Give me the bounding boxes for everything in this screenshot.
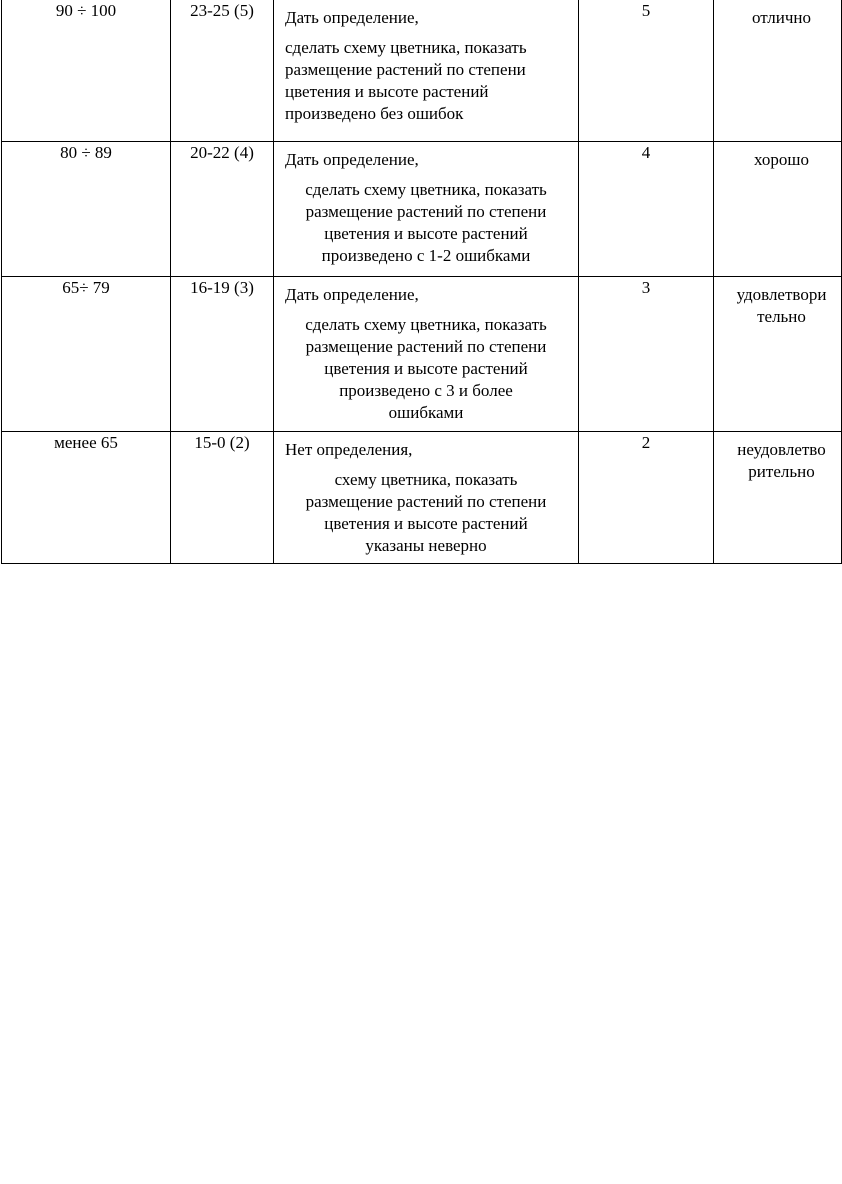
percent-cell: менее 65: [2, 431, 171, 563]
criteria-cell: [274, 431, 579, 563]
percent-cell: 90 ÷ 100: [2, 0, 171, 141]
mark-cell: 2: [579, 431, 714, 563]
verdict-cell: [714, 141, 842, 276]
criteria-cell: [274, 276, 579, 431]
mark-cell: 3: [579, 276, 714, 431]
points-cell: 23-25 (5): [171, 0, 274, 141]
criteria-heading: Дать определение,: [285, 149, 419, 169]
criteria-heading: Дать определение,: [285, 8, 419, 27]
percent-cell: 65÷ 79: [2, 276, 171, 431]
verdict-cell: [714, 276, 842, 431]
mark-cell: 4: [579, 141, 714, 276]
verdict-cell: [714, 431, 842, 563]
criteria-cell: [274, 141, 579, 276]
table-row: [2, 276, 842, 431]
criteria-text: сделать схему цветника, показать размещение растений по степени цветения и высоте растений произведено без ошибок: [285, 38, 527, 123]
points-cell: 16-19 (3): [171, 276, 274, 431]
criteria-heading: Нет определения,: [285, 439, 413, 459]
criteria-cell: [274, 0, 579, 141]
verdict-text: хорошо: [754, 149, 809, 169]
table-row: [2, 141, 842, 276]
criteria-text: сделать схему цветника, показать размещение растений по степени цветения и высоте растений произведено с 1-2 ошибками: [305, 179, 547, 265]
points-cell: 15-0 (2): [171, 431, 274, 563]
points-cell: 20-22 (4): [171, 141, 274, 276]
criteria-text: сделать схему цветника, показать размещение растений по степени цветения и высоте растений произведено с 3 и более ошибками: [305, 314, 547, 422]
table-row: [2, 0, 842, 141]
verdict-text: неудовлетво рительно: [737, 439, 826, 481]
mark-cell: 5: [579, 0, 714, 141]
criteria-heading: Дать определение,: [285, 284, 419, 304]
grading-table: [1, 0, 842, 564]
verdict-text: отлично: [751, 8, 811, 27]
table-row: [2, 431, 842, 563]
verdict-text: удовлетвори тельно: [736, 284, 827, 326]
percent-cell: 80 ÷ 89: [2, 141, 171, 276]
verdict-cell: [714, 0, 842, 141]
criteria-text: схему цветника, показать размещение растений по степени цветения и высоте растений указаны неверно: [305, 469, 547, 555]
